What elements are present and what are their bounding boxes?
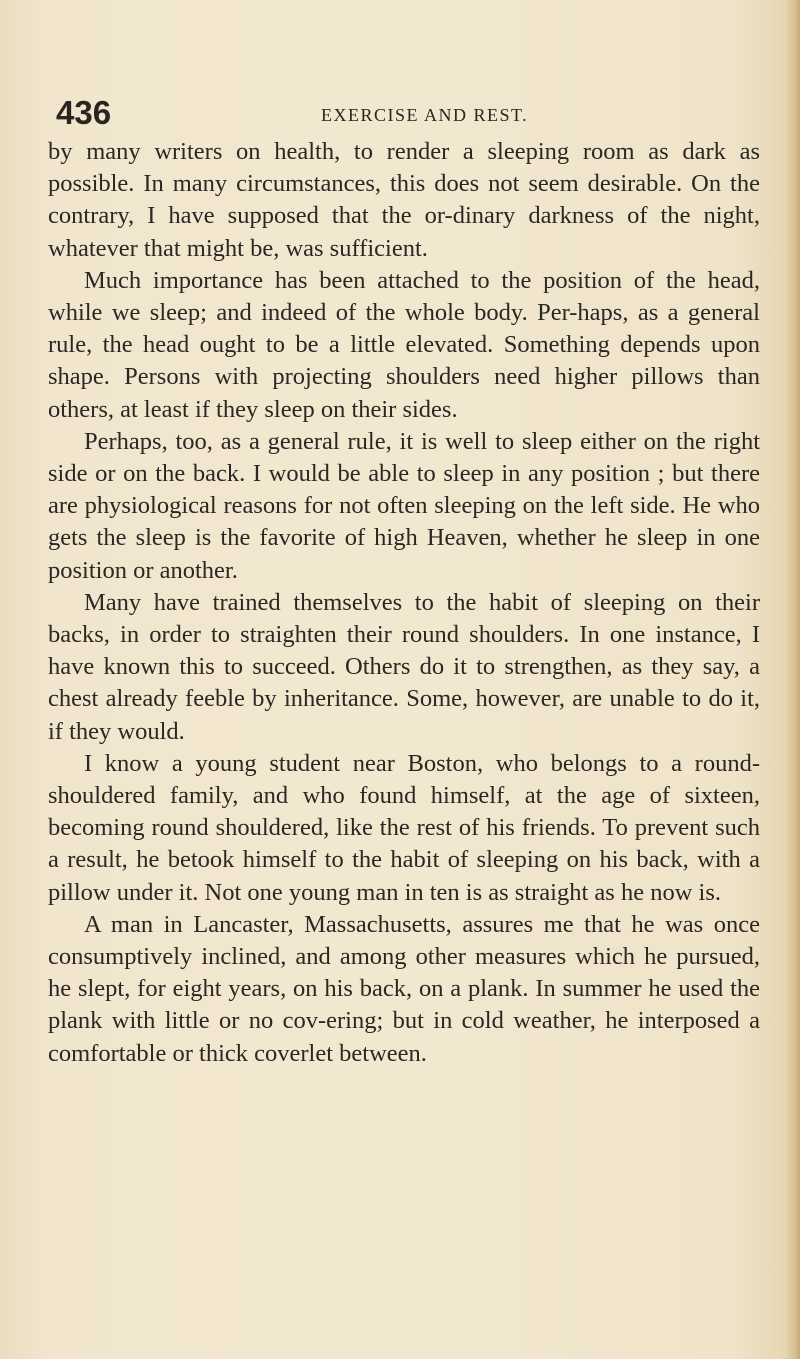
paragraph-2: Much importance has been attached to the position of the head, while we sleep; and indeed of the whole body. Per-haps, as a general rule, the head ought to be a little elevated. Something depends upon shape. Persons with projecting shoulders need higher pillows than others, at least if they sleep on their sides. (48, 266, 760, 423)
running-head: EXERCISE AND REST. (321, 105, 529, 125)
paragraph-4: Many have trained themselves to the habit of sleeping on their backs, in order to straighten their round shoulders. In one instance, I have known this to succeed. Others do it to strengthen, as they say, a chest already feeble by inheritance. Some, however, are unable to do it, if they would. (48, 588, 760, 745)
paragraph-6: A man in Lancaster, Massachusetts, assures me that he was once consumptively inclined, and among other measures which he pursued, he slept, for eight years, on his back, on a plank. In summer he used the plank with little or no cov-ering; but in cold weather, he interposed a comfortable or thick coverlet between. (48, 910, 760, 1067)
page-number: 436 (56, 94, 112, 131)
page-header (56, 88, 736, 138)
paragraph-3: Perhaps, too, as a general rule, it is well to sleep either on the right side or on the back. I would be able to sleep in any position ; but there are physiological reasons for not often sleeping on the left side. He who gets the sleep is the favorite of high Heaven, whether he sleep in one position or another. (48, 427, 760, 584)
paragraph-1: by many writers on health, to render a sleeping room as dark as possible. In many circumstances, this does not seem desirable. On the contrary, I have supposed that the or-dinary darkness of the night, whatever that might be, was sufficient. (48, 138, 760, 262)
paragraph-5: I know a young student near Boston, who belongs to a round-shouldered family, and who found himself, at the age of sixteen, becoming round shouldered, like the rest of his friends. To prevent such a result, he betook himself to the habit of sleeping on his back, with a pillow under it. Not one young man in ten is as straight as he now is. (48, 749, 760, 906)
body-text (48, 136, 760, 1070)
page-edge-shadow (786, 0, 800, 1359)
